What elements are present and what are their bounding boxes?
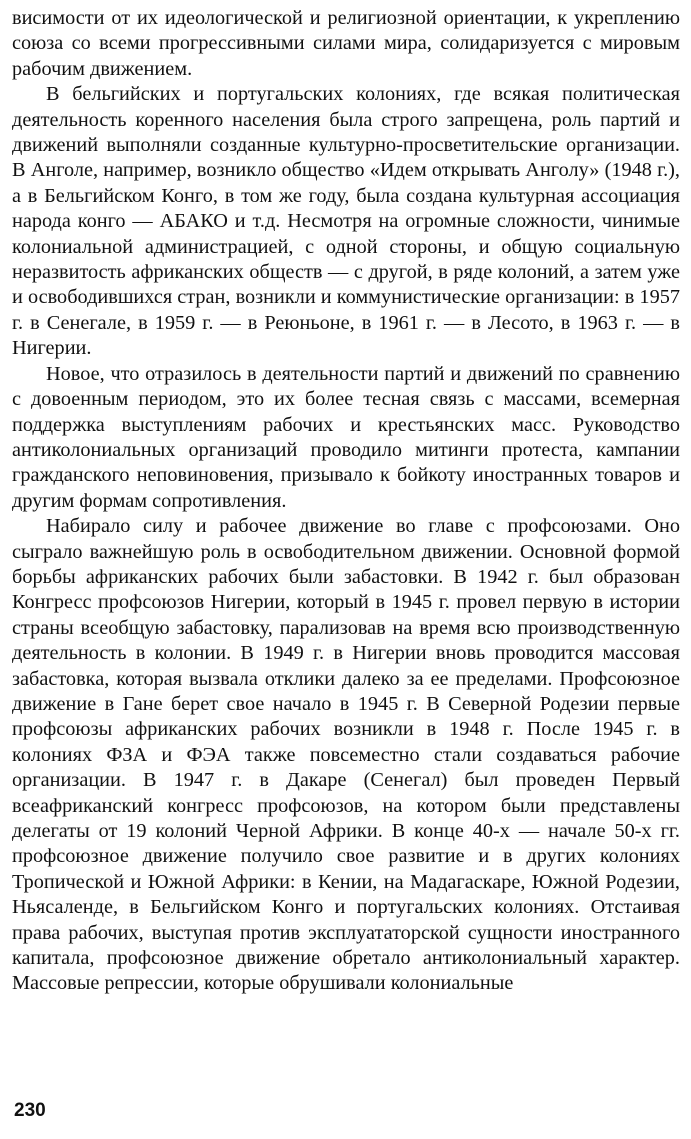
paragraph-labor-movement: Набирало силу и рабочее движение во главе с профсоюзами. Оно сыграло важнейшую роль в освободительном движении. Основной формой борьбы африканских рабочих были забастовки. В 1942 г. был образован Конгресс профсоюзов Нигерии, который в 1945 г. провел первую в истории страны всеобщую забастовку, парализовав на время всю производственную деятельность в колонии. В 1949 г. в Нигерии вновь проводится массовая забастовка, которая вызвала отклики далеко за ее пределами. Профсоюзное движение в Гане берет свое начало в 1945 г. В Северной Родезии первые профсоюзы африканских рабочих возникли в 1948 г. После 1945 г. в колониях ФЗА и ФЭА также повсеместно стали создаваться рабочие организации. В 1947 г. в Дакаре (Сенегал) был проведен Первый всеафриканский конгресс профсоюзов, на котором были представлены делегаты от 19 колоний Черной Африки. В конце 40-х — начале 50-х гг. профсоюзное движение получило свое развитие и в других колониях Тропической и Южной Африки: в Кении, на Мадагаскаре, Южной Родезии, Ньясаленде, в Бельгийском Конго и португальских колониях. Отстаивая права рабочих, выступая против эксплуататорской сущности иностранного капитала, профсоюзное движение обретало антиколониальный характер. Массовые репрессии, которые обрушивали колониальные <box>12 515 680 995</box>
page-number: 230 <box>14 1100 46 1121</box>
paragraph-colonial-organizations: В бельгийских и португальских колониях, где всякая политическая деятельность коренного населения была строго запрещена, роль партий и движений выполняли созданные культурно-просветительские организации. В Анголе, например, возникло общество «Идем открывать Анголу» (1948 г.), а в Бельгийском Конго, в том же году, была создана культурная ассоциация народа конго — АБАКО и т.д. Несмотря на огромные сложности, чинимые колониальной администрацией, с одной стороны, и общую социальную неразвитость африканских обществ — с другой, в ряде колоний, а затем уже и освободившихся стран, возникли и коммунистические организации: в 1957 г. в Сенегале, в 1959 г. — в Реюньоне, в 1961 г. — в Лесото, в 1963 г. — в Нигерии. <box>12 83 680 360</box>
paragraph-continuation: висимости от их идеологической и религиозной ориентации, к укреплению союза со всеми прогрессивными силами мира, солидаризуется с мировым рабочим движением. <box>12 7 680 80</box>
paragraph-mass-connection: Новое, что отразилось в деятельности партий и движений по сравнению с довоенным периодом, это их более тесная связь с массами, всемерная поддержка выступлениям рабочих и крестьянских масс. Руководство антиколониальных организаций проводило митинги протеста, кампании гражданского неповиновения, призывало к бойкоту иностранных товаров и другим формам сопротивления. <box>12 362 680 512</box>
page-body <box>12 6 680 997</box>
